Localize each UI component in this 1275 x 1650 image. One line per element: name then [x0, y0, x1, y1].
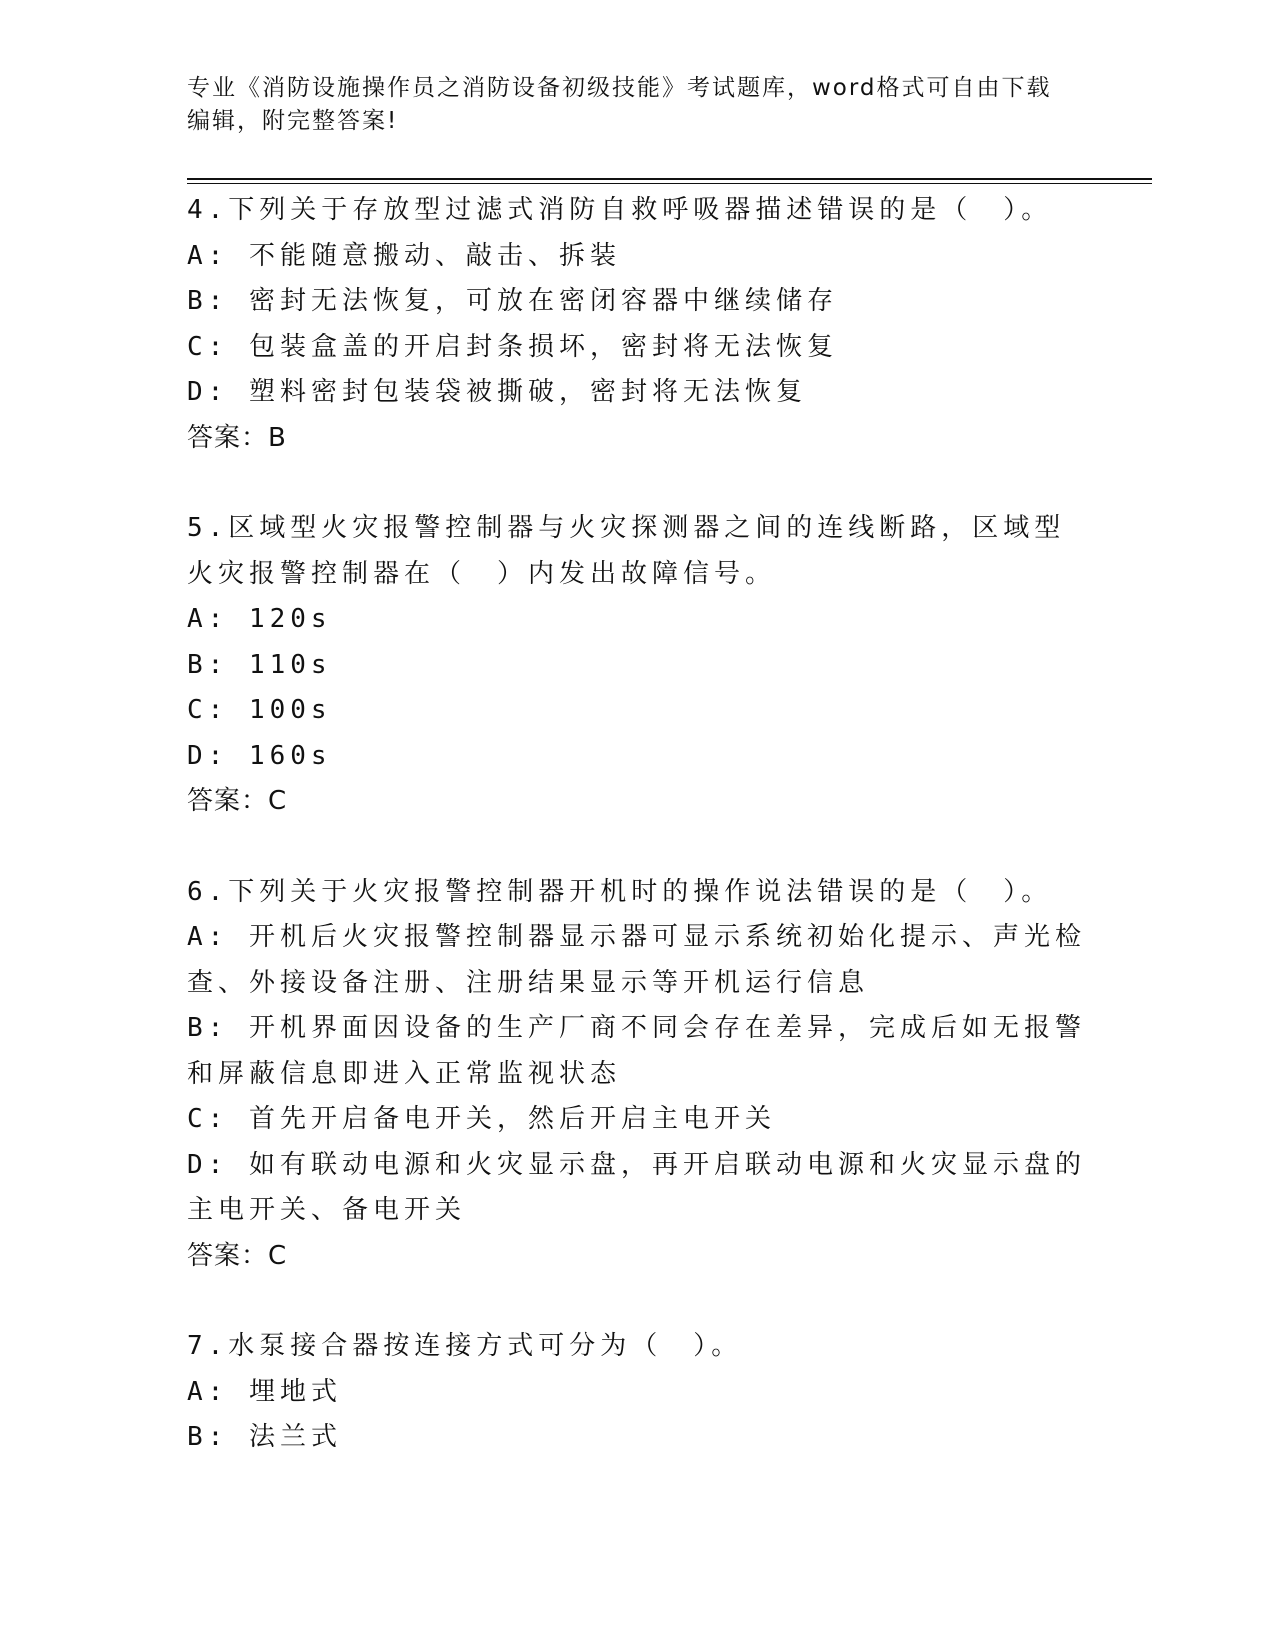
question-list	[187, 188, 1087, 1461]
question-stem: 6.下列关于火灾报警控制器开机时的操作说法错误的是（ ）。	[187, 876, 1053, 907]
option-c: C: 100s	[187, 695, 332, 725]
header-divider	[187, 178, 1152, 180]
option-a: A: 埋地式	[187, 1376, 342, 1407]
question-5	[187, 506, 1087, 825]
document-header: 专业《消防设施操作员之消防设备初级技能》考试题库，word格式可自由下载编辑，附完整答案!	[187, 75, 1052, 134]
answer: 答案：C	[187, 786, 288, 816]
option-b: B: 110s	[187, 649, 332, 680]
option-b: B: 密封无法恢复，可放在密闭容器中继续储存	[187, 286, 838, 316]
question-7	[187, 1324, 1087, 1461]
option-b: B: 开机界面因设备的生产厂商不同会存在差异，完成后如无报警和屏蔽信息即进入正常监视状态	[187, 1013, 1086, 1089]
question-stem: 7.水泵接合器按连接方式可分为（ ）。	[187, 1331, 743, 1361]
option-c: C: 首先开启备电开关，然后开启主电开关	[187, 1104, 776, 1134]
question-6	[187, 870, 1087, 1280]
question-4	[187, 188, 1087, 461]
option-d: D: 如有联动电源和火灾显示盘，再开启联动电源和火灾显示盘的主电开关、备电开关	[187, 1149, 1086, 1225]
option-d: D: 160s	[187, 740, 332, 771]
question-stem: 5.区域型火灾报警控制器与火灾探测器之间的连线断路，区域型火灾报警控制器在（ ）内发出故障信号。	[187, 513, 1066, 589]
option-d: D: 塑料密封包装袋被撕破，密封将无法恢复	[187, 377, 807, 407]
answer: 答案：B	[187, 422, 287, 453]
answer: 答案：C	[187, 1240, 288, 1271]
option-b: B: 法兰式	[187, 1422, 342, 1452]
option-c: C: 包装盒盖的开启封条损坏，密封将无法恢复	[187, 331, 838, 362]
option-a: A: 120s	[187, 604, 332, 634]
question-stem: 4.下列关于存放型过滤式消防自救呼吸器描述错误的是（ ）。	[187, 195, 1053, 225]
option-a: A: 开机后火灾报警控制器显示器可显示系统初始化提示、声光检查、外接设备注册、注册结果显示等开机运行信息	[187, 922, 1086, 998]
header-divider-thin	[187, 183, 1152, 184]
option-a: A: 不能随意搬动、敲击、拆装	[187, 240, 621, 271]
